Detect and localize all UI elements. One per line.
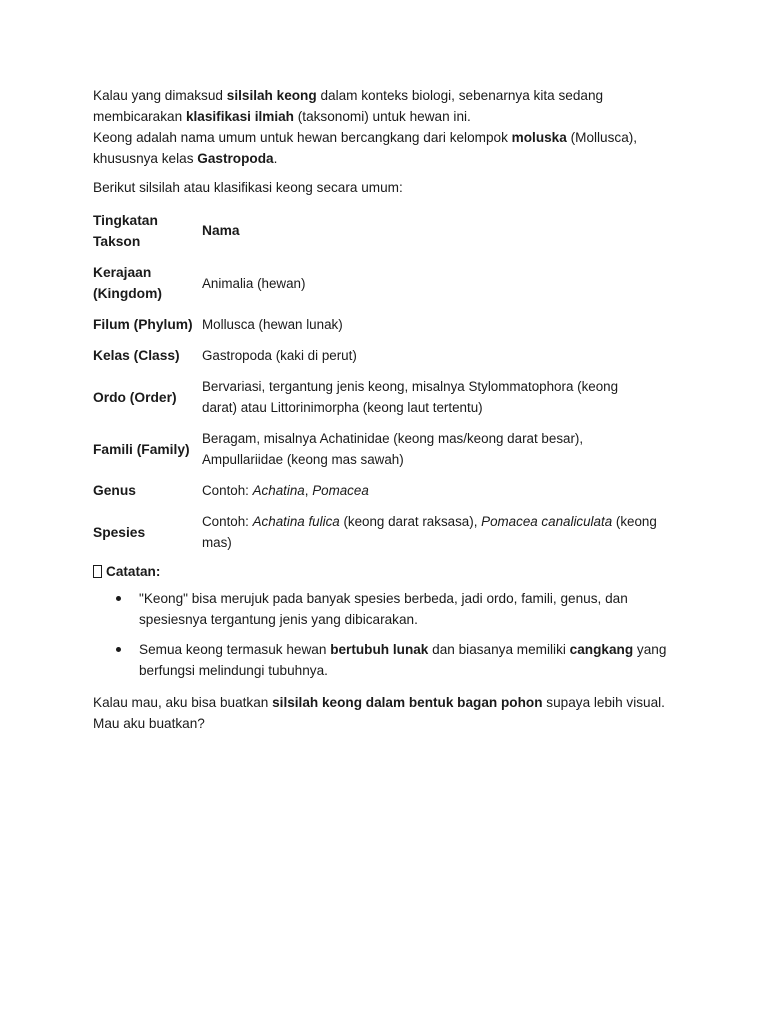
rank-cell: Famili (Family) — [93, 441, 190, 457]
table-row — [93, 475, 683, 506]
closing-bold-term: silsilah keong dalam bentuk bagan pohon — [272, 695, 543, 710]
rank-cell: Kelas (Class) — [93, 348, 180, 363]
list-text: Semua keong termasuk hewan — [139, 642, 331, 657]
closing-paragraph — [93, 692, 683, 734]
list-text: dan biasanya memiliki — [428, 642, 570, 657]
list-text: "Keong" bisa merujuk pada banyak spesies berbeda, jadi ordo, famili, genus, dan — [139, 591, 628, 606]
intro-text: . — [273, 151, 278, 166]
header-name-cell: Nama — [202, 223, 240, 238]
name-text: darat) atau Littorinimorpha (keong laut tertentu) — [202, 400, 483, 415]
document-page — [93, 85, 683, 734]
intro-text: khususnya kelas — [93, 151, 198, 166]
table-row — [93, 340, 683, 371]
list-text: yang — [633, 642, 667, 657]
name-text: , — [304, 483, 313, 498]
list-bold-term: cangkang — [569, 642, 634, 657]
intro-text: dalam konteks biologi, sebenarnya kita sedang — [316, 88, 604, 103]
rank-text: (Kingdom) — [93, 286, 162, 301]
genus-italic: Achatina — [252, 483, 305, 498]
intro-text: membicarakan — [93, 109, 186, 124]
name-cell — [202, 475, 683, 506]
rank-text: Kerajaan — [93, 265, 152, 280]
table-row — [93, 371, 683, 423]
name-cell: Gastropoda (kaki di perut) — [202, 348, 357, 363]
name-text: (keong darat raksasa), — [339, 514, 482, 529]
table-row — [93, 257, 683, 309]
name-cell — [202, 423, 683, 475]
genus-italic: Pomacea — [312, 483, 369, 498]
closing-text: supaya lebih visual. — [542, 695, 665, 710]
name-text: Contoh: — [202, 514, 253, 529]
rank-cell: Ordo (Order) — [93, 389, 177, 405]
header-rank-cell — [93, 204, 202, 257]
note-icon — [93, 565, 102, 578]
taxonomy-table — [93, 204, 683, 558]
rank-cell: Spesies — [93, 524, 146, 540]
intro-bold-term: klasifikasi ilmiah — [185, 109, 294, 124]
name-cell: Mollusca (hewan lunak) — [202, 317, 343, 332]
lead-paragraph: Berikut silsilah atau klasifikasi keong secara umum: — [93, 180, 403, 195]
list-text: berfungsi melindungi tubuhnya. — [139, 663, 328, 678]
rank-cell — [93, 257, 202, 309]
intro-bold-term: silsilah keong — [226, 88, 317, 103]
name-cell — [202, 371, 683, 423]
species-italic: Achatina fulica — [252, 514, 340, 529]
table-row — [93, 506, 683, 558]
list-item — [93, 588, 683, 630]
intro-bold-term: Gastropoda — [197, 151, 274, 166]
rank-cell: Genus — [93, 483, 136, 498]
name-text: Contoh: — [202, 483, 253, 498]
table-header-row — [93, 204, 683, 257]
list-text: spesiesnya tergantung jenis yang dibicarakan. — [139, 612, 418, 627]
table-row — [93, 309, 683, 340]
name-cell — [202, 506, 683, 558]
intro-text: (taksonomi) untuk hewan ini. — [294, 109, 471, 124]
intro-text: Kalau yang dimaksud — [93, 88, 227, 103]
rank-cell: Filum (Phylum) — [93, 317, 193, 332]
note-title: Catatan: — [106, 564, 161, 579]
bullet-icon — [116, 596, 121, 601]
list-item — [93, 639, 683, 681]
species-italic: Pomacea canaliculata — [481, 514, 613, 529]
table-row — [93, 423, 683, 475]
closing-text: Mau aku buatkan? — [93, 716, 205, 731]
intro-text: Keong adalah nama umum untuk hewan bercangkang dari kelompok — [93, 130, 512, 145]
bullet-icon — [116, 647, 121, 652]
name-text: Bervariasi, tergantung jenis keong, misalnya Stylommatophora (keong — [202, 379, 619, 394]
name-cell: Animalia (hewan) — [202, 275, 306, 291]
name-text: Beragam, misalnya Achatinidae (keong mas/keong darat besar), — [202, 431, 584, 446]
name-text: Ampullariidae (keong mas sawah) — [202, 452, 404, 467]
closing-text: Kalau mau, aku bisa buatkan — [93, 695, 273, 710]
intro-text: (Mollusca), — [566, 130, 638, 145]
list-bold-term: bertubuh lunak — [330, 642, 429, 657]
header-rank-text: Takson — [93, 233, 141, 249]
name-text: (keong — [612, 514, 657, 529]
header-rank-text: Tingkatan — [93, 212, 158, 228]
intro-bold-term: moluska — [511, 130, 567, 145]
note-list — [93, 588, 683, 681]
note-heading — [93, 561, 683, 582]
intro-paragraph — [93, 85, 683, 169]
name-text: mas) — [202, 535, 232, 550]
